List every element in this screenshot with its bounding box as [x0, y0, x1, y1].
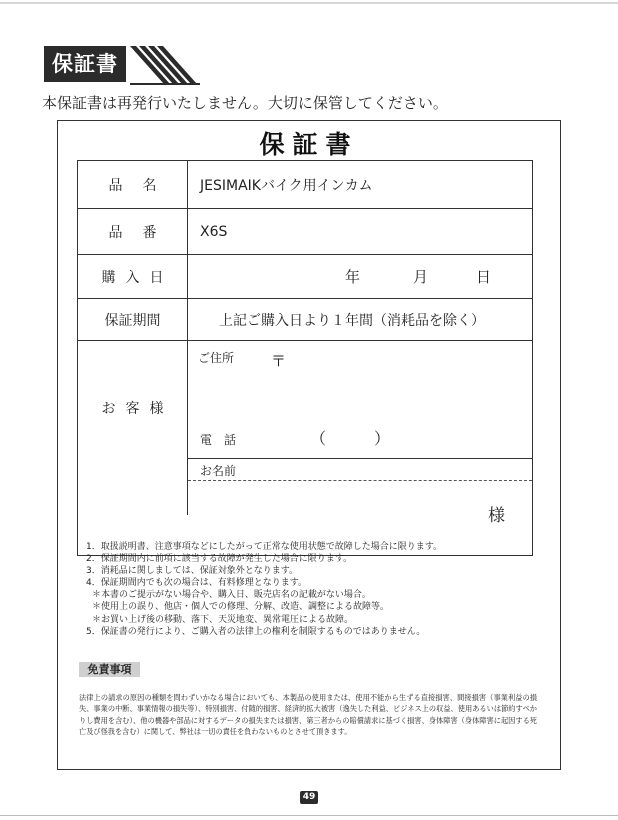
section-header: [44, 46, 204, 86]
name-dashed-line: [188, 480, 532, 481]
row-purchase-date: [78, 255, 532, 299]
certificate-title: 保証書: [259, 130, 359, 159]
note-item: 2．保証期間内に前項に該当する故障が発生した場合に限ります。: [86, 554, 353, 565]
phone-label: 電 話: [200, 433, 237, 447]
purchase-day-unit: 日: [476, 268, 492, 286]
value-product-name: JESIMAIKバイク用インカム: [200, 177, 373, 194]
value-warranty-period: 上記ご購入日より１年間（消耗品を除く）: [219, 312, 485, 329]
row-product-name: [78, 161, 532, 209]
disclaimer-text: 法律上の請求の原因の種類を問わずいかなる場合においても、本製品の使用または、使用不能から生ずる直接損害、間接損害（事業利益の損失、事業の中断、事業情報の損失等）、特別損害、付随的損害、経済的拡大被害（逸失した利益、ビジネス上の収益、使用あるいは節約すべかりし費用を含む）、他の機器や部品に対するデータの損失または損害、第三者からの賠償請求に基づく損害、身体障害（身体障害に起因する死亡及び怪我を含む）に関して、弊社は一切の責任を負わないものとさせて頂きます。: [79, 693, 537, 737]
label-model-number: 品番: [78, 209, 188, 254]
note-subitem: ＊使用上の誤り、他店・個人での修理、分解、改造、調整による故障等。: [92, 602, 390, 613]
address-label: ご住所: [198, 351, 235, 365]
phone-paren-open: （: [310, 429, 327, 448]
name-label: お名前: [200, 464, 237, 478]
intro-text: 本保証書は再発行いたしません。大切に保管してください。: [42, 94, 448, 112]
note-item: 5．保証書の発行により、ご購入者の法律上の権利を制限するものではありません。: [86, 626, 426, 637]
note-subitem: ＊お買い上げ後の移動、落下、天災地変、異常電圧による故障。: [92, 614, 354, 625]
phone-paren-close: ）: [374, 429, 391, 448]
bottom-divider: [0, 815, 618, 816]
value-model-number: X6S: [200, 223, 228, 240]
row-model-number: [78, 209, 532, 255]
note-item: 3．消耗品に関しましては、保証対象外となります。: [86, 566, 299, 577]
note-subitem: ＊本書のご提示がない場合や、購入日、販売店名の記載がない場合。: [92, 590, 371, 601]
purchase-month-unit: 月: [413, 268, 429, 286]
phone-name-divider: [188, 458, 532, 459]
note-item: 1．取扱説明書、注意事項などにしたがって正常な使用状態で故障した場合に限ります。: [86, 542, 443, 552]
diagonal-stripes-decoration: [130, 46, 200, 86]
warranty-notes: [86, 541, 442, 638]
disclaimer-badge: 免責事項: [79, 662, 140, 677]
note-item: 4．保証期間内でも次の場合は、有料修理となります。: [86, 578, 308, 589]
warranty-form: [77, 160, 533, 556]
purchase-year-unit: 年: [345, 268, 361, 286]
page-number: 49: [300, 791, 318, 804]
label-customer: お客様: [78, 301, 188, 515]
label-product-name: 品名: [78, 161, 188, 208]
section-title: 保証書: [44, 46, 126, 82]
top-divider: [0, 2, 618, 4]
row-customer: [78, 341, 532, 555]
honorific-sama: 様: [488, 506, 505, 526]
postal-mark: 〒: [271, 352, 287, 370]
label-warranty-period: 保証期間: [78, 299, 188, 340]
label-purchase-date: 購入日: [78, 255, 188, 298]
